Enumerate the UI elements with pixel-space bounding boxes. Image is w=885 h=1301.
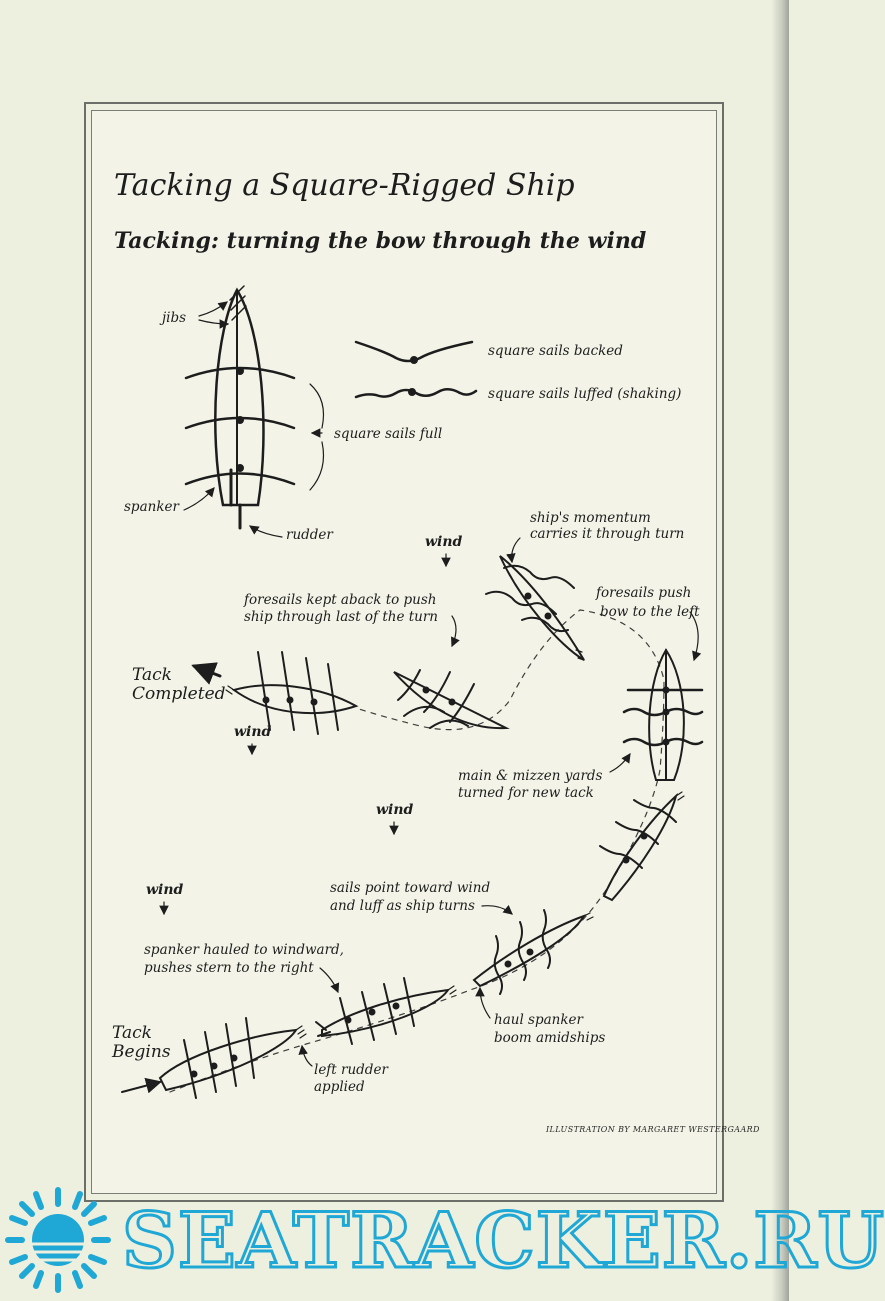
- legend-backed-label: square sails backed: [488, 343, 623, 359]
- sails-point-note-line2: and luff as ship turns: [330, 898, 475, 914]
- foresails-aback-note-line2: ship through last of the turn: [244, 609, 438, 625]
- sail-legend: [356, 342, 476, 397]
- haul-spanker-note-line1: haul spanker: [494, 1012, 583, 1028]
- square-sails-full-label: square sails full: [334, 426, 443, 442]
- momentum-note-line2: carries it through turn: [530, 526, 685, 542]
- tack-completed-label-line1: Tack: [132, 665, 172, 685]
- wind-label-3: wind: [376, 802, 414, 818]
- haul-spanker-note-line2: boom amidships: [494, 1030, 606, 1046]
- watermark-text: SEATRACKER.RU: [122, 1196, 885, 1285]
- foresails-push-note-line2: bow to the left: [600, 604, 700, 620]
- jibs-label: jibs: [162, 310, 187, 326]
- foresails-push-note-line1: foresails push: [596, 585, 692, 601]
- momentum-note-line1: ship's momentum: [530, 510, 651, 526]
- ship-foresails-aback: [394, 616, 506, 728]
- spanker-hauled-note-line2: pushes stern to the right: [144, 960, 314, 976]
- legend-luffed-label: square sails luffed (shaking): [488, 386, 682, 402]
- tack-begins-label-line1: Tack: [112, 1023, 152, 1043]
- page-title: Tacking a Square-Rigged Ship: [114, 168, 575, 203]
- ship-yards-turned: [600, 792, 684, 900]
- sails-point-note-line1: sails point toward wind: [330, 880, 491, 896]
- rudder-label: rudder: [286, 527, 333, 543]
- yards-note-line2: turned for new tack: [458, 785, 594, 801]
- foresails-aback-note-line1: foresails kept aback to push: [244, 592, 437, 608]
- ship-head-to-wind: [610, 612, 702, 780]
- ship-parts-diagram: [184, 286, 324, 537]
- left-rudder-note-line1: left rudder: [314, 1062, 388, 1078]
- spanker-hauled-note-line1: spanker hauled to windward,: [144, 942, 344, 958]
- spanker-label: spanker: [124, 499, 179, 515]
- wind-label-4: wind: [146, 882, 184, 898]
- page-subtitle: Tacking: turning the bow through the wind: [114, 228, 647, 254]
- tack-begins-label-line2: Begins: [112, 1042, 171, 1062]
- yards-note-line1: main & mizzen yards: [458, 768, 603, 784]
- wind-label-2: wind: [234, 724, 272, 740]
- left-rudder-note-line2: applied: [314, 1079, 365, 1095]
- ship-momentum: [486, 538, 584, 660]
- tack-completed-label-line2: Completed: [132, 684, 226, 704]
- ship-spanker-hauled: [316, 968, 456, 1044]
- illustration-credit: ILLUSTRATION BY MARGARET WESTERGAARD: [546, 1125, 760, 1134]
- ship-sails-luffing: [474, 906, 593, 1018]
- wind-label-1: wind: [425, 534, 463, 550]
